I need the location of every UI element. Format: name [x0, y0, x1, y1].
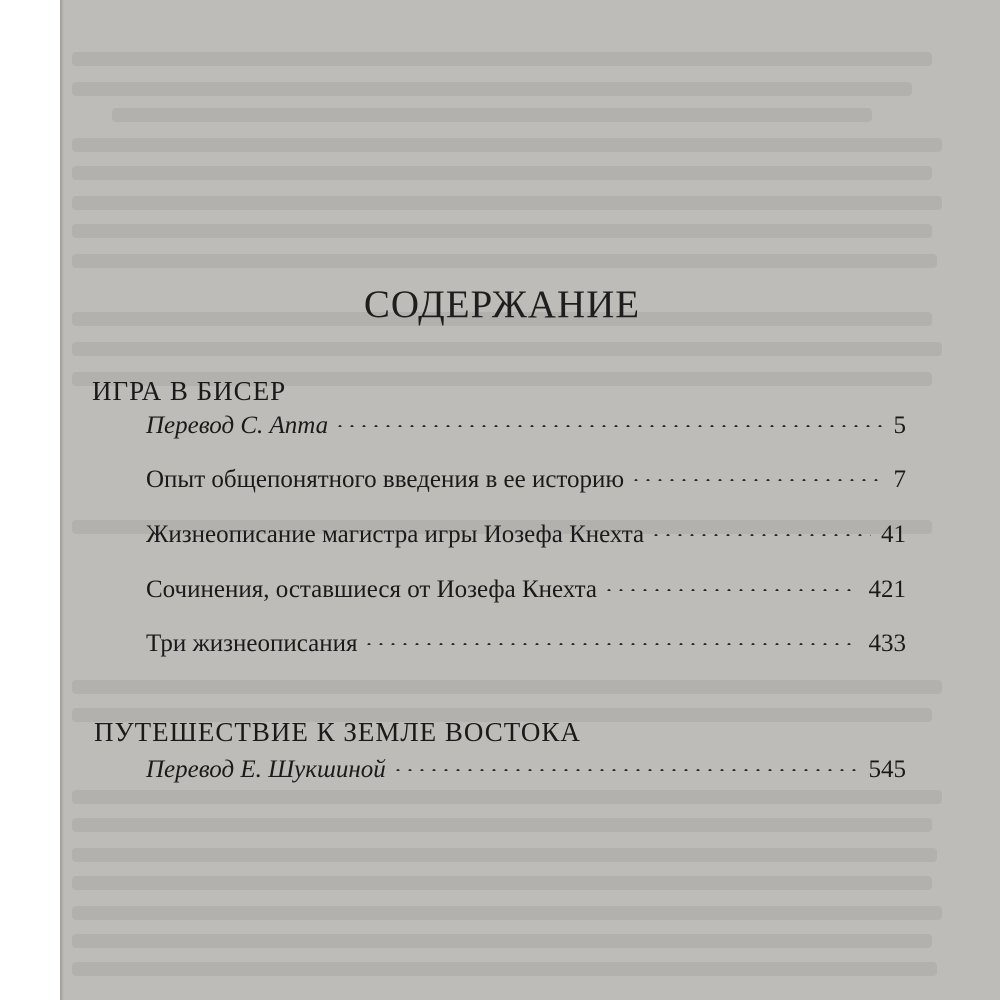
toc-entry-page: 41 [881, 521, 906, 548]
dot-leader [392, 769, 859, 771]
show-through-text [62, 0, 1000, 1000]
toc-entry[interactable] [146, 576, 906, 608]
dot-leader [334, 425, 883, 427]
toc-entry-page: 5 [893, 412, 906, 439]
dot-leader [603, 589, 858, 591]
section-title-igra-v-biser: ИГРА В БИСЕР [92, 376, 287, 406]
toc-entry[interactable] [146, 412, 906, 444]
toc-entry[interactable] [146, 466, 906, 498]
toc-title: СОДЕРЖАНИЕ [363, 283, 641, 326]
section-title-puteshestvie: ПУТЕШЕСТВИЕ К ЗЕМЛЕ ВОСТОКА [94, 717, 581, 747]
toc-entry-page: 7 [893, 466, 906, 493]
toc-entry-label: Три жизнеописания [146, 630, 358, 657]
toc-entry-page: 545 [868, 756, 906, 783]
toc-entry-label: Перевод С. Апта [146, 412, 329, 439]
toc-entry-page: 421 [868, 576, 906, 603]
toc-entry-label: Жизнеописание магистра игры Иозефа Кнехта [146, 521, 645, 548]
dot-leader [650, 534, 871, 536]
dot-leader [630, 479, 883, 481]
toc-entry-page: 433 [868, 630, 906, 657]
toc-entry[interactable] [146, 521, 906, 553]
toc-entry[interactable] [146, 630, 906, 662]
toc-entry-label: Сочинения, оставшиеся от Иозефа Кнехта [146, 576, 598, 603]
toc-entry-label: Опыт общепонятного введения в ее историю [146, 466, 625, 493]
toc-entry-label: Перевод Е. Шукшиной [146, 756, 386, 783]
dot-leader [363, 643, 858, 645]
toc-entry[interactable] [146, 756, 906, 788]
